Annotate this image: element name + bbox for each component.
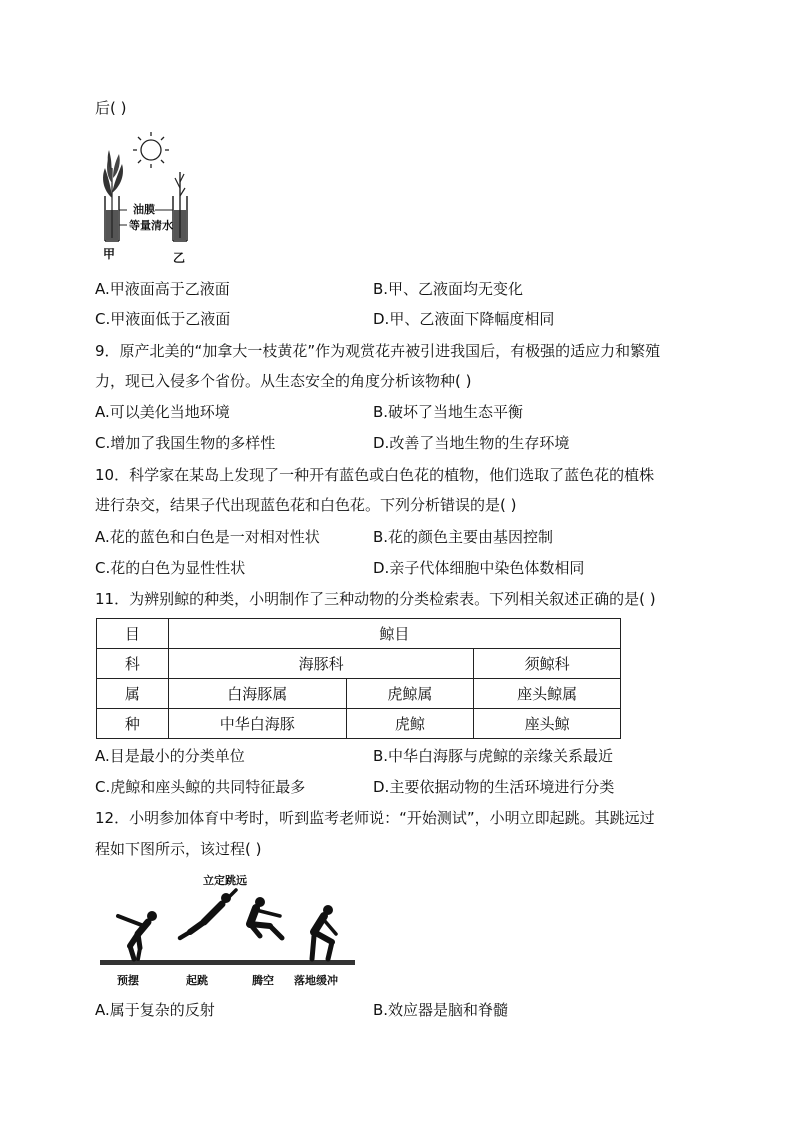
q9-option-a: A.可以美化当地环境 — [95, 403, 230, 421]
q10-option-a: A.花的蓝色和白色是一对相对性状 — [95, 528, 320, 546]
q10-text-line1: 10．科学家在某岛上发现了一种开有蓝色或白色花的植物，他们选取了蓝色花的植株 — [95, 466, 655, 484]
q9-option-d: D.改善了当地生物的生存环境 — [373, 434, 570, 452]
q9-text-line2: 力，现已入侵多个省份。从生态安全的角度分析该物种( ) — [95, 372, 472, 390]
q9-option-b: B.破坏了当地生态平衡 — [373, 403, 524, 421]
label-yi: 乙 — [173, 251, 186, 265]
table-row-order — [97, 619, 621, 649]
table-row-genus — [97, 679, 621, 709]
q10-option-c: C.花的白色为显性性状 — [95, 559, 246, 577]
q10-option-b: B.花的颜色主要由基因控制 — [373, 528, 554, 546]
q11-option-a: A.目是最小的分类单位 — [95, 747, 245, 765]
sun-icon — [133, 132, 169, 168]
jumper-landing-icon — [312, 905, 336, 959]
label-jia: 甲 — [103, 247, 116, 261]
q8-figure — [95, 128, 235, 268]
jumper-preswing-icon — [118, 911, 157, 959]
label-water: 等量清水 — [129, 219, 173, 232]
cell-genus-label: 属 — [97, 679, 169, 709]
q11-option-d: D.主要依据动物的生活环境进行分类 — [373, 778, 615, 796]
cylinder-jia — [103, 150, 123, 241]
stage-label-landing: 落地缓冲 — [294, 974, 338, 987]
q9-option-c: C.增加了我国生物的多样性 — [95, 434, 276, 452]
q8-option-b: B.甲、乙液面均无变化 — [373, 280, 524, 298]
table-row-species — [97, 709, 621, 739]
q8-tail: 后( ) — [95, 99, 127, 117]
cell-species-2: 虎鲸 — [346, 709, 474, 739]
q12-text-line1: 12．小明参加体育中考时，听到监考老师说：“开始测试”，小明立即起跳。其跳远过 — [95, 809, 655, 827]
q12-option-b: B.效应器是脑和脊髓 — [373, 1001, 509, 1019]
cylinder-yi — [173, 172, 187, 241]
q8-option-c: C.甲液面低于乙液面 — [95, 310, 231, 328]
q8-option-d: D.甲、乙液面下降幅度相同 — [373, 310, 555, 328]
q8-option-a: A.甲液面高于乙液面 — [95, 280, 230, 298]
q11-text-line1: 11．为辨别鲸的种类，小明制作了三种动物的分类检索表。下列相关叙述正确的是( ) — [95, 590, 656, 608]
cell-family-2: 须鲸科 — [474, 649, 621, 679]
cell-order-label: 目 — [97, 619, 169, 649]
q10-option-d: D.亲子代体细胞中染色体数相同 — [373, 559, 585, 577]
cell-species-3: 座头鲸 — [474, 709, 621, 739]
q10-text-line2: 进行杂交，结果子代出现蓝色花和白色花。下列分析错误的是( ) — [95, 496, 517, 514]
jump-figure-title: 立定跳远 — [203, 874, 247, 887]
table-row-family — [97, 649, 621, 679]
q9-text-line1: 9．原产北美的“加拿大一枝黄花”作为观赏花卉被引进我国后，有极强的适应力和繁殖 — [95, 342, 661, 360]
stage-label-takeoff: 起跳 — [186, 974, 208, 987]
cell-genus-2: 虎鲸属 — [346, 679, 474, 709]
jumper-flight-icon — [250, 897, 282, 938]
cell-family-1: 海豚科 — [168, 649, 473, 679]
q12-jump-figure — [100, 886, 360, 968]
q11-option-b: B.中华白海豚与虎鲸的亲缘关系最近 — [373, 747, 614, 765]
label-oil-film: 油膜 — [133, 203, 155, 216]
q11-option-c: C.虎鲸和座头鲸的共同特征最多 — [95, 778, 306, 796]
cell-order-value: 鲸目 — [168, 619, 620, 649]
cell-genus-1: 白海豚属 — [168, 679, 346, 709]
classification-table — [96, 618, 621, 739]
stage-label-preswing: 预摆 — [117, 974, 139, 987]
jumper-takeoff-icon — [180, 890, 236, 938]
q12-option-a: A.属于复杂的反射 — [95, 1001, 215, 1019]
stage-label-flight: 腾空 — [252, 974, 274, 987]
q12-text-line2: 程如下图所示，该过程( ) — [95, 840, 262, 858]
cell-genus-3: 座头鲸属 — [474, 679, 621, 709]
cell-species-1: 中华白海豚 — [168, 709, 346, 739]
cell-family-label: 科 — [97, 649, 169, 679]
cell-species-label: 种 — [97, 709, 169, 739]
